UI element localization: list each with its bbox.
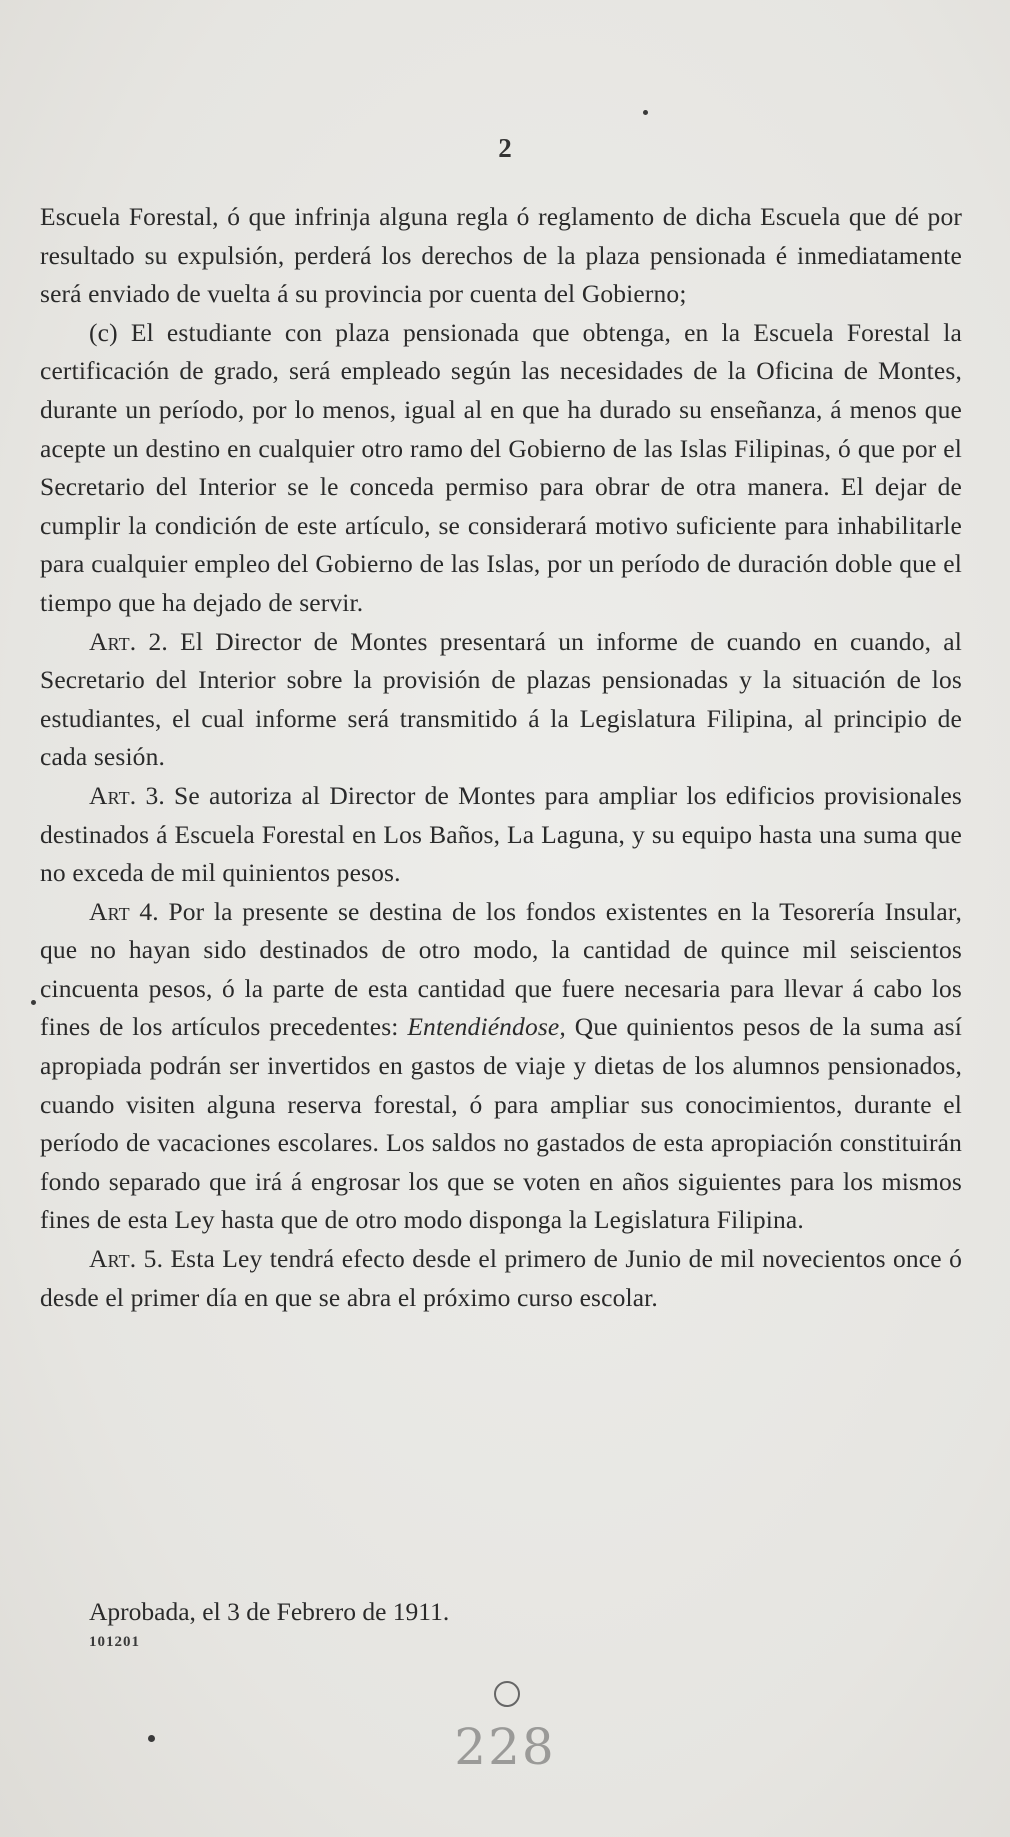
article-text: Por la presente se destina de los fondos existentes en la Tesorería Insular, que no hayan sido destinados de otro modo, la cantidad de quince mil seiscientos cincuenta pesos, ó la parte de esta cantidad que fuere necesaria para llevar á cabo los fines de los artículos precedentes:	[40, 896, 962, 1042]
page-number: 2	[498, 133, 512, 163]
ink-speck	[643, 110, 648, 115]
article-italic-term: Entendiéndose,	[407, 1012, 566, 1042]
article-5	[40, 1240, 962, 1317]
article-3	[40, 777, 962, 893]
document-code: 101201	[89, 1634, 140, 1650]
article-label: Art. 2.	[89, 626, 168, 656]
article-4	[40, 893, 962, 1240]
paragraph-c: (c) El estudiante con plaza pensionada que obtenga, en la Escuela Forestal la certificación de grado, será empleado según las necesidades de la Oficina de Montes, durante un período, por lo menos, igual al en que ha durado su enseñanza, á menos que acepte un destino en cualquier otro ramo del Gobierno de las Islas Filipinas, ó que por el Secretario del Interior se le conceda permiso para obrar de otra manera. El dejar de cumplir la condición de este artículo, se considerará motivo suficiente para inhabilitarle para cualquier empleo del Gobierno de las Islas, por un período de duración doble que el tiempo que ha dejado de servir.	[40, 317, 962, 617]
ink-speck	[31, 1000, 36, 1005]
article-text: Esta Ley tendrá efecto desde el primero de Junio de mil novecientos once ó desde el primer día en que se abra el próximo curso escolar.	[40, 1244, 962, 1312]
article-label: Art. 3.	[89, 780, 165, 810]
stamped-page-number: 228	[454, 1718, 556, 1776]
body-text	[40, 198, 962, 1317]
article-2	[40, 623, 962, 777]
article-text: El Director de Montes presentará un informe de cuando en cuando, al Secretario del Interior sobre la provisión de plazas pensionadas y la situación de los estudiantes, el cual informe será transmitido á la Legislatura Filipina, al principio de cada sesión.	[40, 626, 963, 772]
circle-mark	[494, 1681, 520, 1707]
approval-date: Aprobada, el 3 de Febrero de 1911.	[89, 1597, 450, 1626]
paragraph-continuation: Escuela Forestal, ó que infrinja alguna regla ó reglamento de dicha Escuela que dé por resultado su expulsión, perderá los derechos de la plaza pensionada é inmediatamente será enviado de vuelta á su provincia por cuenta del Gobierno;	[40, 202, 962, 309]
article-label: Art. 5.	[89, 1244, 164, 1274]
article-text: Se autoriza al Director de Montes para ampliar los edificios provisionales destinados á Escuela Forestal en Los Baños, La Laguna, y su equipo hasta una suma que no exceda de mil quinientos pesos.	[40, 780, 962, 888]
article-label: Art 4.	[89, 896, 159, 926]
article-text: Que quinientos pesos de la suma así apropiada podrán ser invertidos en gastos de viaje y dietas de los alumnos pensionados, cuando visiten alguna reserva forestal, ó para ampliar sus conocimientos, durante el período de vacaciones escolares. Los saldos no gastados de esta apropiación constituirán fondo separado que irá á engrosar los que se voten en años siguientes para los mismos fines de esta Ley hasta que de otro modo disponga la Legislatura Filipina.	[40, 1012, 962, 1235]
